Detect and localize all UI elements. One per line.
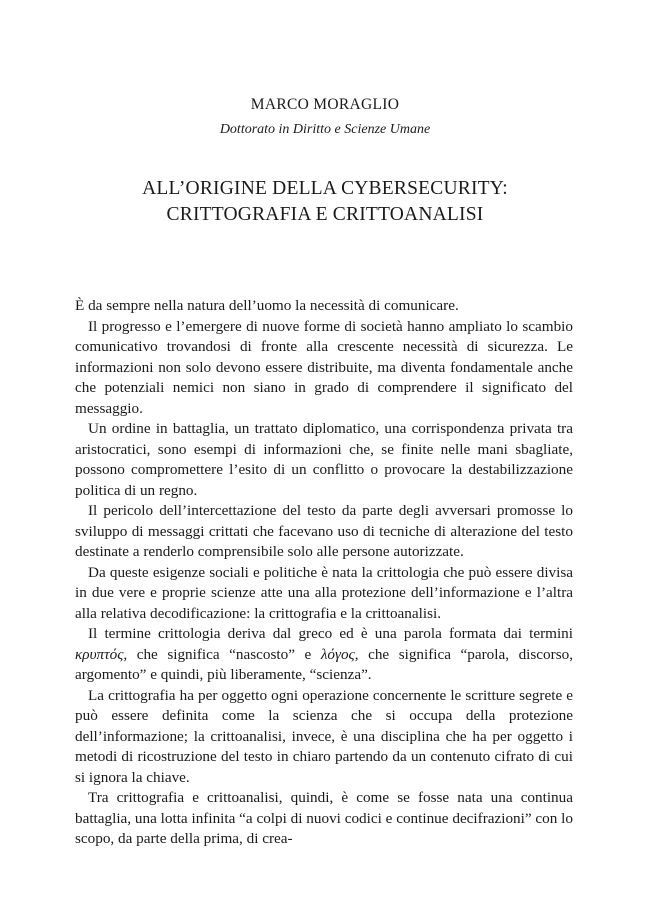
paragraph-text: , che significa “nascosto” e [123, 645, 321, 663]
paragraph: La crittografia ha per oggetto ogni operazione concernente le scritture segrete e può essere definita come la scienza che si occupa della protezione dell’informazione; la crittoanalisi, invece, è una disciplina che ha per oggetto i metodi di ricostruzione del testo in chiaro partendo da un contenuto cifrato di cui si ignora la chiave. [75, 686, 573, 786]
article-title [0, 176, 650, 228]
paragraph-etymology [75, 624, 573, 686]
paragraph: Il pericolo dell’intercettazione del testo da parte degli avversari promosse lo sviluppo di messaggi crittati che facevano uso di tecniche di alterazione del testo destinate a renderlo comprensibile solo alle persone autorizzate. [75, 502, 573, 560]
paragraph: Da queste esigenze sociali e politiche è nata la crittologia che può essere divisa in due vere e proprie scienze atte una alla protezione dell’informazione e l’altra alla relativa decodificazione: la crittografia e la crittoanalisi. [75, 563, 573, 622]
article-body [75, 296, 573, 850]
paragraph: È da sempre nella natura dell’uomo la necessità di comunicare. [75, 297, 459, 314]
article-title-line-1: ALL’ORIGINE DELLA CYBERSECURITY: [142, 178, 508, 199]
greek-word-logos: λόγος [320, 645, 355, 663]
author-affiliation: Dottorato in Diritto e Scienze Umane [219, 122, 431, 137]
paragraph: Il progresso e l’emergere di nuove forme di società hanno ampliato lo scambio comunicativo trovandosi di fronte alla crescente necessità di sicurezza. Le informazioni non solo devono essere distribuite, ma diventa fondamentale anche che potenziali nemici non siano in grado di comprendere il significato del messaggio. [75, 317, 573, 417]
paragraph: Un ordine in battaglia, un trattato diplomatico, una corrispondenza privata tra aristocratici, sono esempi di informazioni che, se finite nelle mani sbagliate, possono compromettere l’esito di un conflitto o provocare la destabilizzazione politica di un regno. [75, 420, 573, 499]
article-title-line-2: CRITTOGRAFIA E CRITTOANALISI [166, 204, 484, 225]
greek-word-kryptos: κρυπτός [75, 645, 124, 663]
paragraph-text: , che significa “parola, discorso, argomento” e quindi, più liberamente, “scienza”. [75, 645, 573, 683]
paragraph: Tra crittografia e crittoanalisi, quindi, è come se fosse nata una continua battaglia, una lotta infinita “a colpi di nuovi codici e continue decifrazioni” con lo scopo, da parte della prima, di crea- [75, 789, 573, 847]
paragraph-text: Il termine crittologia deriva dal greco ed è una parola formata dai termini [88, 625, 573, 642]
author-name: MARCO MORAGLIO [250, 96, 400, 113]
